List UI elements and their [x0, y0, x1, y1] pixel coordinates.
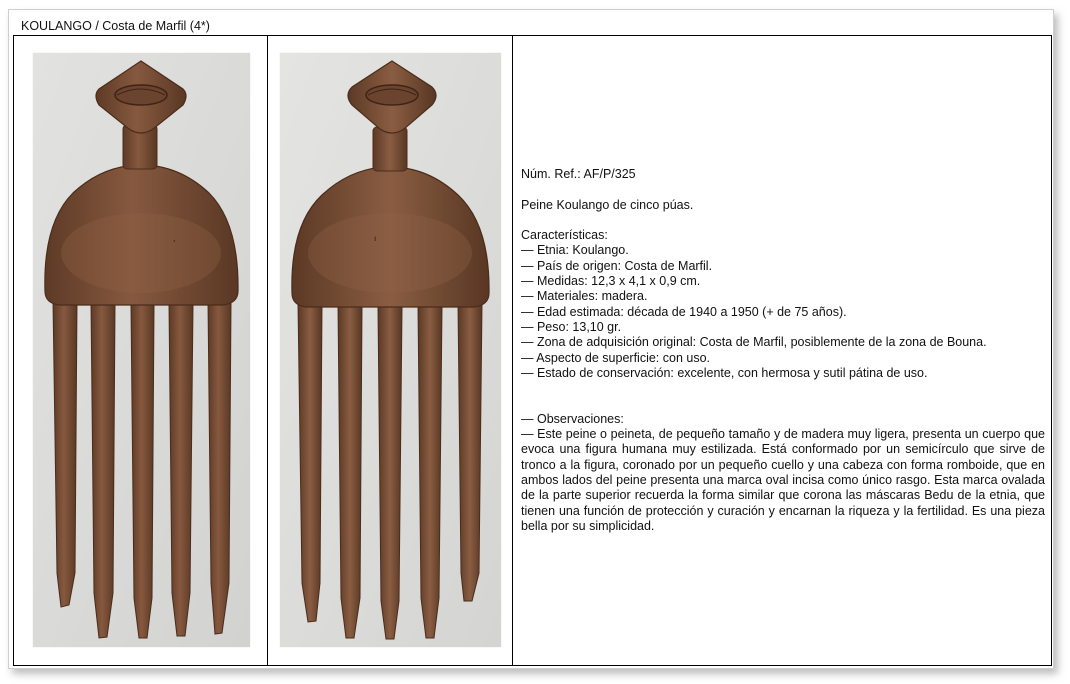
observations-text: — Este peine o peineta, de pequeño tamaño y de madera muy ligera, presenta un cuerpo que evoca una figura humana muy estilizada. Está conformado por un semicírculo que sirve de tronco a la figura, coronado por un pequeño cuello y una cabeza con forma romboide, que en ambos lados del peine presenta una marca oval incisa como único rasgo. Esta marca ovalada de la parte superior recuerda la forma similar que corona las máscaras Bedu de la etnia, que tienen una función de protección y curación y encarnan la riqueza y la fertilidad. Es una pieza bella por su simplicidad.: [521, 427, 1045, 533]
feature-surface: — Aspecto de superficie: con uso.: [521, 350, 710, 365]
feature-country: — País de origen: Costa de Marfil.: [521, 258, 713, 273]
comb-tooth: [378, 307, 402, 639]
comb-tooth: [418, 305, 442, 638]
comb-front-illustration: [33, 53, 250, 647]
comb-tooth: [131, 305, 154, 638]
comb-tooth: [208, 301, 231, 634]
description-cell: [513, 36, 1051, 665]
catalog-table: [13, 35, 1052, 666]
comb-tooth: [91, 303, 115, 638]
features-heading: Características:: [521, 228, 608, 243]
feature-condition: — Estado de conservación: excelente, con hermosa y sutil pátina de uso.: [521, 365, 928, 380]
catalog-sheet: [8, 9, 1054, 669]
comb-tooth: [458, 303, 482, 601]
feature-age: — Edad estimada: década de 1940 a 1950 (+ de 75 años).: [521, 304, 847, 319]
feature-weight: — Peso: 13,10 gr.: [521, 319, 622, 334]
image-cell-front: [14, 36, 268, 665]
item-subtitle: Peine Koulango de cinco púas.: [521, 197, 694, 212]
comb-neck: [373, 127, 407, 171]
feature-ethnicity: — Etnia: Koulango.: [521, 243, 629, 258]
comb-front-photo: [33, 53, 250, 647]
page-title: KOULANGO / Costa de Marfil (4*): [21, 19, 210, 33]
comb-tooth: [53, 301, 77, 607]
svg-text:ı: ı: [374, 234, 377, 243]
comb-tooth: [298, 303, 322, 622]
feature-measures: — Medidas: 12,3 x 4,1 x 0,9 cm.: [521, 274, 701, 289]
image-cell-back: [268, 36, 513, 665]
comb-back-illustration: [280, 53, 501, 647]
description-text: [521, 167, 1045, 534]
comb-eye-mark: [366, 85, 418, 105]
feature-acquisition-zone: — Zona de adquisición original: Costa de Marfil, posiblemente de la zona de Bouna.: [521, 335, 987, 350]
comb-tooth: [338, 305, 362, 638]
reference-number: Núm. Ref.: AF/P/325: [521, 167, 636, 181]
feature-materials: — Materiales: madera.: [521, 289, 648, 304]
comb-back-photo: [280, 53, 501, 647]
comb-tooth: [169, 303, 193, 636]
observations-heading: — Observaciones:: [521, 411, 624, 426]
svg-text:,: ,: [173, 234, 176, 243]
comb-eye-mark: [115, 85, 167, 105]
